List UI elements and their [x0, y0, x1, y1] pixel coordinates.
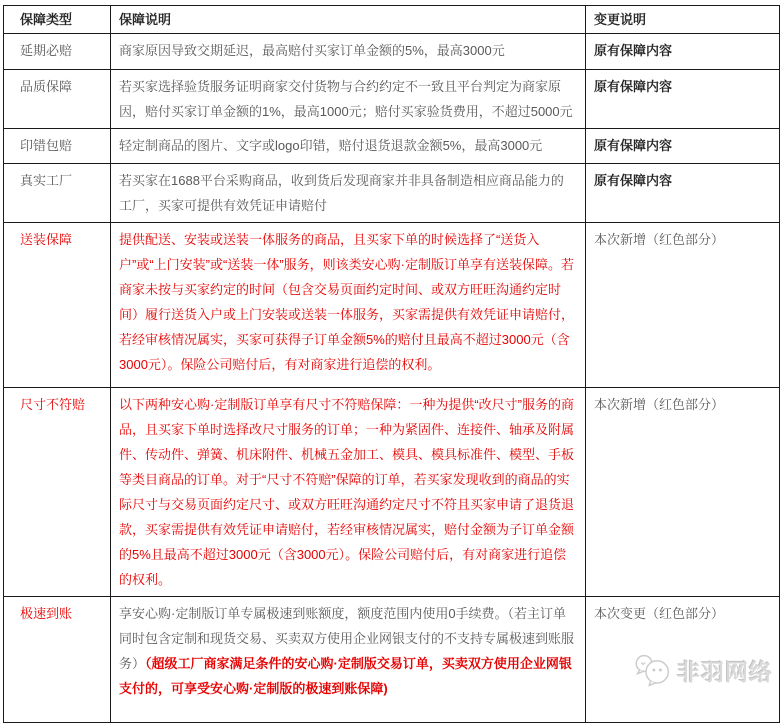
description-segment: 轻定制商品的图片、文字或logo印错，赔付退货退款金额5%，最高3000元	[119, 138, 543, 153]
watermark-text: 非羽网络	[677, 658, 773, 685]
guarantee-type-cell: 真实工厂	[4, 164, 111, 223]
description-segment: 若买家选择验货服务证明商家交付货物与合约约定不一致且平台判定为商家原因，赔付买家订单金额的1%，最高1000元；赔付买家验货费用，不超过5000元	[119, 79, 573, 119]
description-segment: 若买家在1688平台采购商品，收到货后发现商家并非具备制造相应商品能力的工厂，买家可提供有效凭证申请赔付	[119, 173, 564, 213]
description-segment: 商家原因导致交期延迟，最高赔付买家订单金额的5%，最高3000元	[119, 43, 505, 58]
change-note-cell: 原有保障内容	[586, 164, 780, 223]
guarantee-table	[3, 5, 780, 723]
change-note-cell: 本次新增（红色部分）	[586, 388, 780, 597]
guarantee-type-cell: 印错包赔	[4, 129, 111, 164]
table-row	[4, 388, 780, 597]
table-row	[4, 34, 780, 70]
guarantee-description-cell	[111, 129, 586, 164]
change-note-cell: 原有保障内容	[586, 129, 780, 164]
column-header-guarantee-description: 保障说明	[111, 6, 586, 34]
description-segment: （超级工厂商家满足条件的安心购·定制版交易订单，买卖双方使用企业网银支付的，可享受安心购·定制版的极速到账保障)	[119, 656, 572, 696]
description-segment: 提供配送、安装或送装一体服务的商品，且买家下单的时候选择了“送货入户”或“上门安装”或“送装一体”服务，则该类安心购·定制版订单享有送装保障。若商家未按与买家约定的时间（包含交易页面约定时间、或双方旺旺沟通约定时间）履行送货入户或上门安装或送装一体服务，买家需提供有效凭证申请赔付，若经审核情况属实，买家可获得子订单金额5%的赔付且最高不超过3000元（含3000元）。保险公司赔付后，有对商家进行追偿的权利。	[119, 232, 575, 372]
table-row	[4, 597, 780, 723]
guarantee-type-cell: 尺寸不符赔	[4, 388, 111, 597]
guarantee-policy-document	[3, 5, 779, 723]
guarantee-description-cell	[111, 164, 586, 223]
table-header-row	[4, 6, 780, 34]
guarantee-type-cell: 极速到账	[4, 597, 111, 723]
guarantee-type-cell: 送装保障	[4, 223, 111, 388]
column-header-change-note: 变更说明	[586, 6, 780, 34]
guarantee-description-cell	[111, 34, 586, 70]
table-row	[4, 129, 780, 164]
table-body	[4, 34, 780, 723]
change-note-cell: 本次新增（红色部分）	[586, 223, 780, 388]
description-segment: 享安心购·定制版订单专属极速到账额度，额度范围内使用0手续费。（若主订单同时包含定制和现货交易、买卖双方使用企业网银支付的不支持专属极速到账服务）	[119, 606, 575, 671]
column-header-guarantee-type: 保障类型	[4, 6, 111, 34]
guarantee-description-cell	[111, 388, 586, 597]
table-row	[4, 70, 780, 129]
guarantee-description-cell	[111, 70, 586, 129]
guarantee-description-cell	[111, 223, 586, 388]
guarantee-description-cell	[111, 597, 586, 723]
guarantee-type-cell: 品质保障	[4, 70, 111, 129]
change-note-cell: 本次变更（红色部分）	[586, 597, 780, 723]
table-row	[4, 223, 780, 388]
change-note-cell: 原有保障内容	[586, 70, 780, 129]
guarantee-type-cell: 延期必赔	[4, 34, 111, 70]
table-row	[4, 164, 780, 223]
description-segment: 以下两种安心购·定制版订单享有尺寸不符赔保障：一种为提供“改尺寸”服务的商品，且买家下单时选择改尺寸服务的订单；一种为紧固件、连接件、轴承及附属件、传动件、弹簧、机床附件、机械五金加工、模具、模具标准件、模型、手板等类目商品的订单。对于“尺寸不符赔”保障的订单，若买家发现收到的商品的实际尺寸与交易页面约定尺寸、或双方旺旺沟通约定尺寸不符且买家申请了退货退款，买家需提供有效凭证申请赔付，若经审核情况属实，赔付金额为子订单金额的5%且最高不超过3000元（含3000元）。保险公司赔付后，有对商家进行追偿的权利。	[119, 397, 575, 587]
change-note-cell: 原有保障内容	[586, 34, 780, 70]
